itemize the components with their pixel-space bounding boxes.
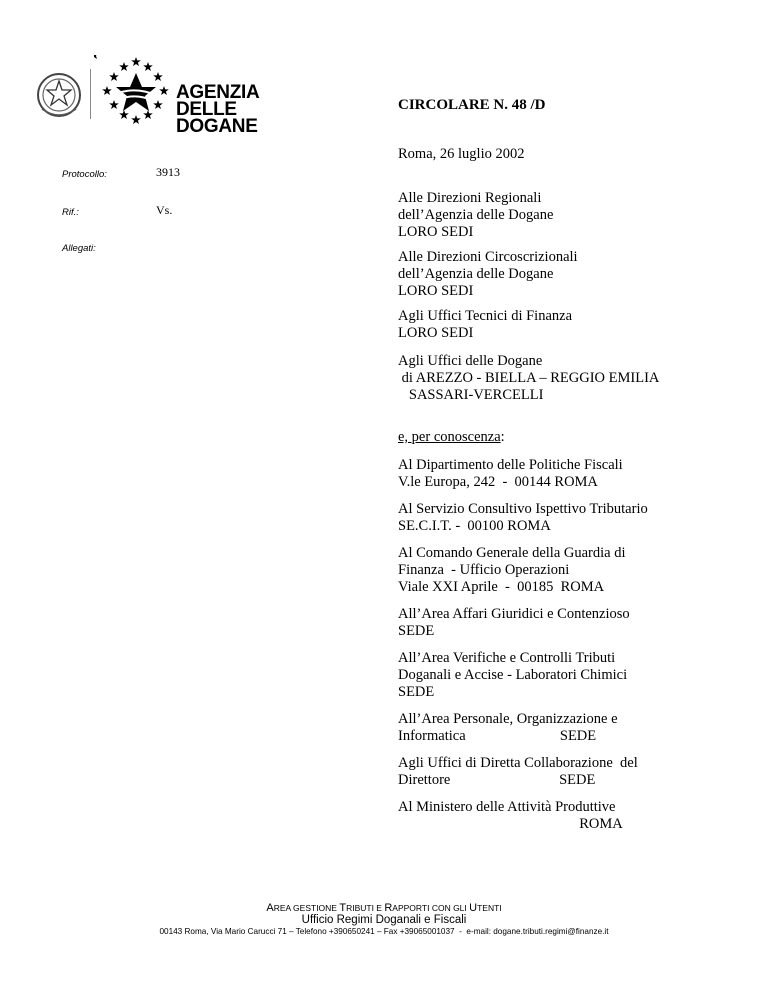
- cc-line: Al Ministero delle Attività Produttive: [398, 799, 616, 815]
- logo-line-2: DELLE: [176, 99, 237, 120]
- cc-line: Al Servizio Consultivo Ispettivo Tributario: [398, 501, 648, 517]
- cc-block-5: [398, 650, 698, 701]
- recipient-line: dell’Agenzia delle Dogane: [398, 266, 554, 282]
- cc-line: Direttore SEDE: [398, 772, 596, 788]
- footer-office: Ufficio Regimi Doganali e Fiscali: [301, 914, 467, 926]
- cc-block-6: [398, 711, 698, 745]
- cc-line: Al Comando Generale della Guardia di: [398, 545, 626, 561]
- cc-line: SE.C.I.T. - 00100 ROMA: [398, 518, 551, 534]
- protocollo-value: 3913: [156, 165, 180, 179]
- recipient-line: SASSARI-VERCELLI: [398, 387, 544, 403]
- rif-label: Rif.:: [62, 207, 79, 218]
- cc-block-2: [398, 501, 698, 535]
- logo-line-1: AGENZIA: [176, 82, 260, 103]
- recipient-line: dell’Agenzia delle Dogane: [398, 207, 554, 223]
- cc-label: [398, 429, 505, 446]
- recipient-line: Alle Direzioni Circoscrizionali: [398, 249, 578, 265]
- cc-block-4: [398, 606, 698, 640]
- cc-line: SEDE: [398, 684, 435, 700]
- rif-value: Vs.: [156, 203, 173, 217]
- allegati-label: Allegati:: [62, 243, 96, 254]
- italian-republic-emblem-icon: [34, 69, 84, 121]
- cc-line: All’Area Verifiche e Controlli Tributi: [398, 650, 616, 666]
- document-title: CIRCOLARE N. 48 /D: [398, 97, 546, 113]
- cc-block-7: [398, 755, 698, 789]
- cc-block-3: [398, 545, 698, 596]
- cc-line: Al Dipartimento delle Politiche Fiscali: [398, 457, 623, 473]
- recipient-block-4: [398, 353, 698, 404]
- recipient-line: Agli Uffici delle Dogane: [398, 353, 543, 369]
- cc-line: Agli Uffici di Diretta Collaborazione del: [398, 755, 638, 771]
- cc-line: SEDE: [398, 623, 435, 639]
- recipient-block-2: [398, 249, 698, 300]
- cc-line: V.le Europa, 242 - 00144 ROMA: [398, 474, 598, 490]
- cc-line: Viale XXI Aprile - 00185 ROMA: [398, 579, 605, 595]
- cc-line: All’Area Personale, Organizzazione e: [398, 711, 618, 727]
- footer-contacts: 00143 Roma, Via Mario Carucci 71 – Telefono +390650241 – Fax +39065001037 - e-mail: dogane.tributi.regimi@finanze.it: [159, 927, 609, 936]
- logo-divider: [90, 69, 91, 119]
- recipient-block-3: [398, 308, 698, 342]
- cc-line: Informatica SEDE: [398, 728, 597, 744]
- recipient-line: LORO SEDI: [398, 224, 474, 240]
- recipient-line: di AREZZO - BIELLA – REGGIO EMILIA: [398, 370, 660, 386]
- footer-department: AREA GESTIONE TRIBUTI E RAPPORTI CON GLI UTENTI: [266, 902, 502, 914]
- cc-line: All’Area Affari Giuridici e Contenzioso: [398, 606, 630, 622]
- recipient-block-1: [398, 190, 698, 241]
- cc-line: ROMA: [398, 816, 623, 832]
- document-date: Roma, 26 luglio 2002: [398, 146, 525, 162]
- cc-block-8: [398, 799, 698, 833]
- recipient-line: Alle Direzioni Regionali: [398, 190, 542, 206]
- recipient-line: Agli Uffici Tecnici di Finanza: [398, 308, 573, 324]
- cc-block-1: [398, 457, 698, 491]
- cc-label-text: e, per conoscenza: [398, 429, 501, 445]
- cc-line: Finanza - Ufficio Operazioni: [398, 562, 570, 578]
- cc-line: Doganali e Accise - Laboratori Chimici: [398, 667, 628, 683]
- cc-label-colon: :: [500, 429, 505, 445]
- agency-logo: [34, 55, 264, 135]
- recipient-line: LORO SEDI: [398, 283, 474, 299]
- logo-line-3: DOGANE: [176, 116, 258, 137]
- recipient-line: LORO SEDI: [398, 325, 474, 341]
- protocollo-label: Protocollo:: [62, 169, 107, 180]
